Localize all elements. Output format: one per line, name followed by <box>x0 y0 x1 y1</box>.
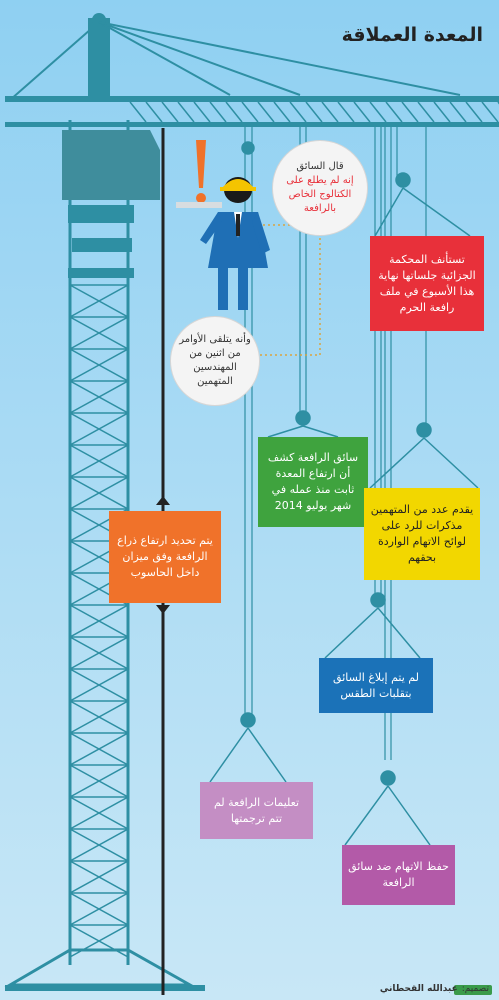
quote-bubble-top <box>272 140 368 236</box>
credit-name: عبدالله القحطاني <box>379 984 458 994</box>
weather-box: لم يتم إبلاغ السائق بتقلبات الطقس <box>319 658 433 713</box>
quote-speaker: قال السائق <box>296 161 344 172</box>
quote-left-text: وأنه يتلقى الأوامر من اثنين من المهندسين المتهمين <box>179 334 251 387</box>
quote-bubble-left <box>170 316 260 406</box>
quote-text: إنه لم يطلع على الكتالوج الخاص بالرافعة <box>286 175 354 214</box>
defendants-box: يقدم عدد من المتهمين مذكرات للرد على لوائح الاتهام الواردة بحقهم <box>364 488 480 580</box>
charge-box: حفظ الاتهام ضد سائق الرافعة <box>342 845 455 905</box>
computer-box: يتم تحديد ارتفاع ذراع الرافعة وفق ميزان داخل الحاسوب <box>109 511 221 603</box>
court-box: تستأنف المحكمة الجزائية جلساتها نهاية هذا الأسبوع في ملف رافعة الحرم <box>370 236 484 331</box>
credit <box>340 984 489 994</box>
driver-box: سائق الرافعة كشف أن ارتفاع المعدة ثابت منذ عمله في شهر يوليو 2014 <box>258 437 368 527</box>
page-title: المعدة العملاقة <box>341 24 483 46</box>
logo-icon <box>340 984 376 994</box>
instructions-box: تعليمات الرافعة لم تتم ترجمتها <box>200 782 313 839</box>
credit-label: تصميم: <box>461 984 489 994</box>
